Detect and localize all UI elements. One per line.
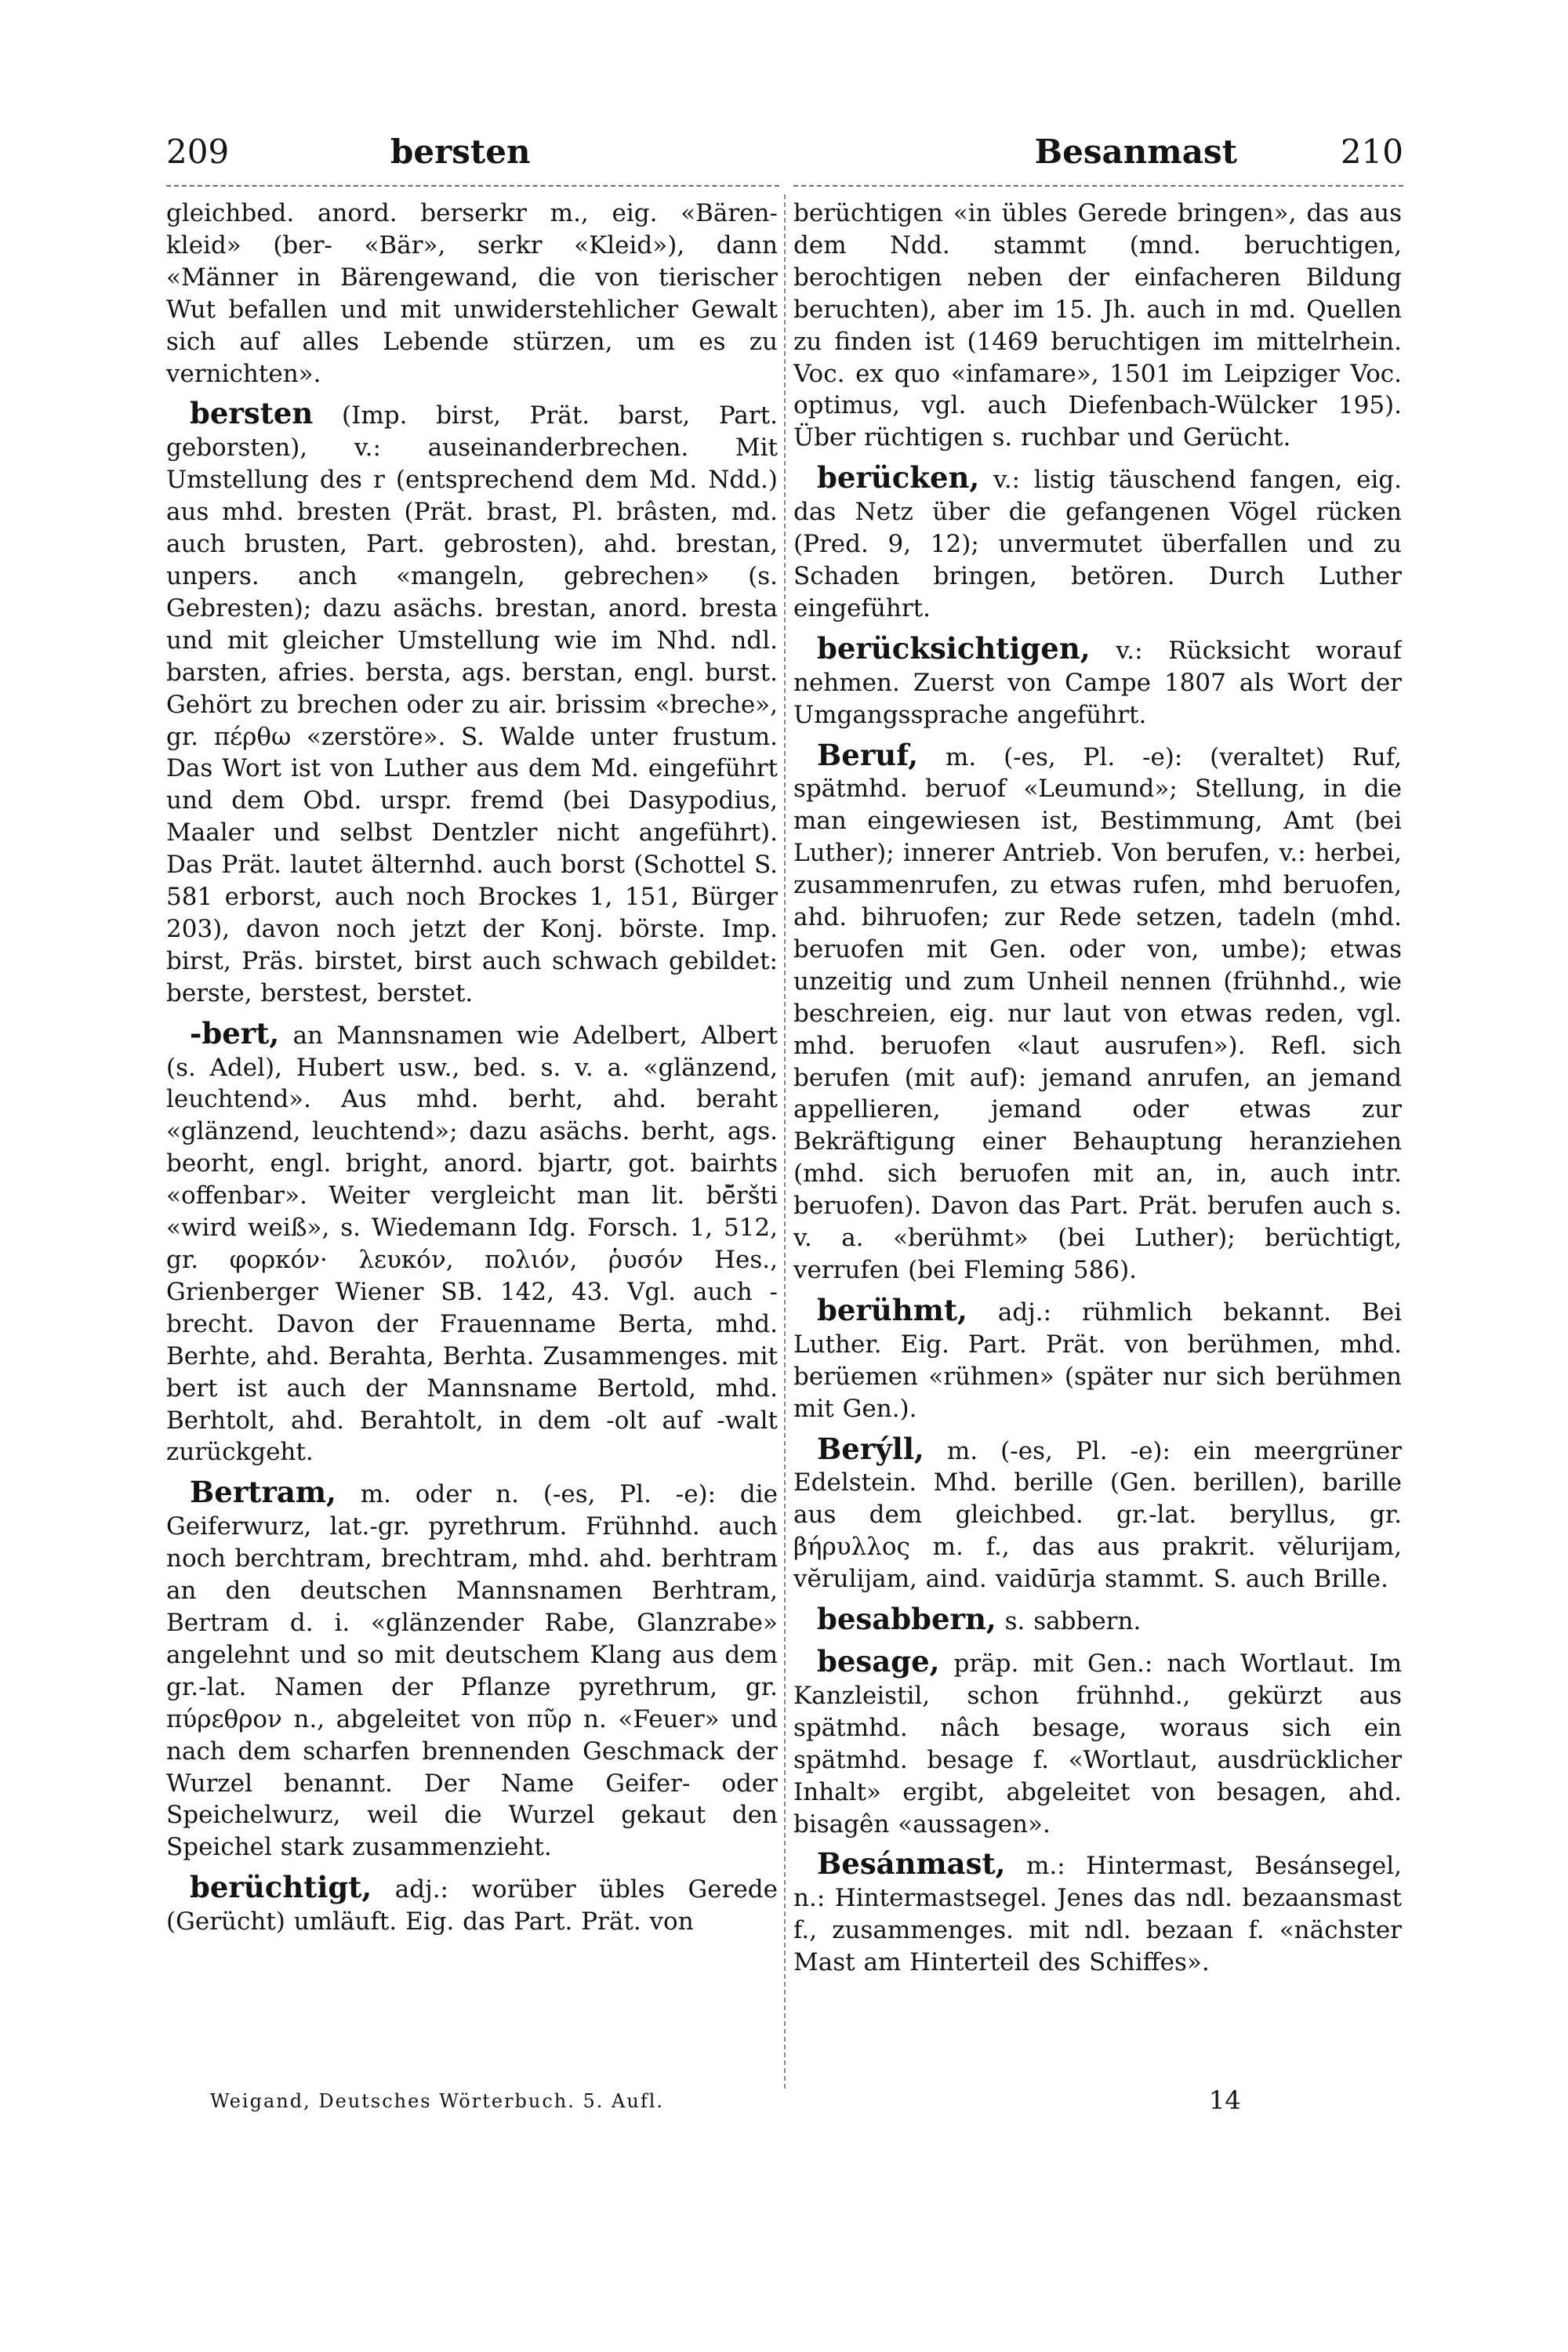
continued-entry-text: berüchtigen «in übles Gerede bringen», das aus dem Ndd. stammt (mnd. beruchtigen, berochtigen neben der einfacheren Bildung beruchten), aber im 15. Jh. auch in md. Quellen zu finden ist (1469 beruchtigen im mittelrhein. Voc. ex quo «infamare», 1501 im Leipziger Voc. optimus, vgl. auch Diefenbach-Wülcker 195). Über rüchtigen s. ruchbar und Gerücht. <box>793 199 1402 452</box>
entry-text: präp. mit Gen.: nach Wortlaut. Im Kanzleistil, schon frühnhd., gekürzt aus spätmhd. nâch besage, woraus sich ein spätmhd. besage f. «Wortlaut, ausdrücklicher Inhalt» ergibt, abgeleitet von besagen, ahd. bisagên «aussagen». <box>793 1649 1402 1838</box>
entry-headword: bersten <box>190 396 314 431</box>
dictionary-entry <box>166 1871 778 1938</box>
entry-text: an Mannsnamen wie Adelbert, Albert (s. Adel), Hubert usw., bed. s. v. a. «glänzend, leuchtend». Aus mhd. berht, ahd. beraht «glänzend, leuchtend»; dazu asächs. berht, ags. beorht, engl. bright, anord. bjartr, got. bairhts «offenbar». Weiter vergleicht man lit. bĕ̃ršti «wird weiß», s. Wiedemann Idg. Forsch. 1, 512, gr. φορκόν· λευκόν, πολιόν, ῥυσόν Hes., Grienberger Wiener SB. 142, 43. Vgl. auch -brecht. Davon der Frauenname Berta, mhd. Berhte, ahd. Berahta, Berhta. Zusammenges. mit bert ist auch der Mannsname Bertold, mhd. Berhtolt, ahd. Berahtolt, in dem -olt auf -walt zurückgeht. <box>166 1021 778 1467</box>
dictionary-entry <box>793 739 1402 1287</box>
column-divider <box>784 194 786 2089</box>
dictionary-entry <box>793 630 1402 731</box>
right-page-number: 210 <box>1340 132 1403 171</box>
running-header <box>166 129 1403 176</box>
dictionary-entry <box>793 1848 1402 1979</box>
sheet-number: 14 <box>1209 2085 1241 2115</box>
right-column <box>793 198 1402 2079</box>
entry-text: m. (-es, Pl. -e): (veraltet) Ruf, spätmhd. beruof «Leumund»; Stellung, in die man eingewiesen ist, Bestimmung, Amt (bei Luther); innerer Antrieb. Von berufen, v.: herbei, zusammenrufen, zu etwas rufen, mhd beruofen, ahd. bihruofen; zur Rede setzen, tadeln (mhd. beruofen mit Gen. oder von, umbe); etwas unzeitig und zum Unheil nennen (frühnhd., wie beschreien, eig. nur laut von etwas reden, vgl. mhd. beruofen «laut ausrufen»). Refl. sich berufen (mit auf): jemand anrufen, an jemand appellieren, jemand oder etwas zur Bekräftigung einer Behauptung heranziehen (mhd. sich beruofen mit an, in, auch intr. beruofen). Davon das Part. Prät. berufen auch s. v. a. «berühmt» (bei Luther); berüchtigt, verrufen (bei Fleming 586). <box>793 742 1402 1284</box>
entry-headword: Besánmast, <box>817 1846 1006 1882</box>
entry-text: adj.: worüber übles Gerede (Gerücht) umläuft. Eig. das Part. Prät. von <box>166 1875 778 1936</box>
entry-text: v.: Rücksicht worauf nehmen. Zuerst von Campe 1807 als Wort der Umgangssprache angeführt. <box>793 636 1402 729</box>
left-header-rule <box>166 185 779 187</box>
right-running-headword: Besanmast <box>1034 132 1237 171</box>
dictionary-entry <box>793 1643 1402 1840</box>
left-running-headword: bersten <box>390 132 531 171</box>
entry-headword: besage, <box>817 1643 940 1679</box>
dictionary-entry <box>793 462 1402 625</box>
entry-text: m.: Hintermast, Besánsegel, n.: Hintermastsegel. Jenes das ndl. bezaansmast f., zusammenges. mit ndl. bezaan f. «nächster Mast am Hinterteil des Schiffes». <box>793 1852 1402 1977</box>
entry-text: v.: listig täuschend fangen, eig. das Netz über die gefangenen Vögel rücken (Pred. 9, 12); unvermutet überfallen und zu Schaden bringen, betören. Durch Luther eingeführt. <box>793 466 1402 622</box>
dictionary-entry <box>166 397 778 1009</box>
dictionary-entry <box>793 1603 1402 1638</box>
dictionary-entry <box>793 1433 1402 1596</box>
entry-headword: berücksichtigen, <box>817 630 1091 666</box>
dictionary-entry <box>793 1294 1402 1425</box>
entry-headword: Beruf, <box>817 737 919 772</box>
entry-headword: -bert, <box>190 1015 280 1051</box>
entry-headword: berücken, <box>817 460 980 495</box>
continued-entry-text: gleichbed. anord. berserkr m., eig. «Bären-kleid» (ber- «Bär», serkr «Kleid»), dann «Männer in Bärengewand, die von tierischer Wut befallen und mit unwiderstehlicher Gewalt sich auf alles Lebende stürzen, um es zu vernichten». <box>166 199 778 388</box>
right-header-rule <box>793 185 1403 187</box>
entry-text: s. sabbern. <box>1004 1607 1142 1636</box>
entry-text: adj.: rühmlich bekannt. Bei Luther. Eig. Part. Prät. von berühmen, mhd. berüemen «rühmen» (später nur sich berühmen mit Gen.). <box>793 1298 1402 1423</box>
dictionary-entry <box>166 1476 778 1864</box>
entry-headword: berüchtigt, <box>190 1870 372 1905</box>
entry-text: m. oder n. (-es, Pl. -e): die Geiferwurz, lat.-gr. pyrethrum. Frühnhd. auch noch berchtram, brechtram, mhd. ahd. berhtram an den deutschen Mannsnamen Berhtram, Bertram d. i. «glänzender Rabe, Glanzrabe» angelehnt und so mit deutschem Klang aus dem gr.-lat. Namen der Pflanze pyrethrum, gr. πύρεθρον n., abgeleitet von πῦρ n. «Feuer» und nach dem scharfen brennenden Geschmack der Wurzel benannt. Der Name Geifer- oder Speichelwurz, weil die Wurzel gekaut den Speichel stark zusammenzieht. <box>166 1480 778 1862</box>
left-page-number: 209 <box>166 132 230 171</box>
entry-headword: besabbern, <box>817 1602 996 1637</box>
entry-text: (Imp. birst, Prät. barst, Part. geborsten), v.: auseinanderbrechen. Mit Umstellung des r (entsprechend dem Md. Ndd.) aus mhd. bresten (Prät. brast, Pl. brâsten, md. auch brusten, Part. gebrosten), ahd. brestan, unpers. anch «mangeln, gebrechen» (s. Gebresten); dazu asächs. brestan, anord. bresta und mit gleicher Umstellung wie im Nhd. ndl. barsten, afries. bersta, ags. berstan, engl. burst. Gehört zu brechen oder zu air. brissim «breche», gr. πέρθω «zerstöre». S. Walde unter frustum. Das Wort ist von Luther aus dem Md. eingeführt und dem Obd. urspr. fremd (bei Dasypodius, Maaler und selbst Dentzler nicht angeführt). Das Prät. lautet älternhd. auch borst (Schottel S. 581 erborst, auch noch Brockes 1, 151, Bürger 203), davon noch jetzt der Konj. börste. Imp. birst, Präs. birstet, birst auch schwach gebildet: berste, berstest, berstet. <box>166 401 778 1007</box>
entry-headword: Bertram, <box>190 1475 336 1510</box>
dictionary-entry <box>166 1015 778 1469</box>
printer-signature: Weigand, Deutsches Wörterbuch. 5. Aufl. <box>210 2090 665 2112</box>
entry-headword: Berýll, <box>817 1431 924 1466</box>
left-column <box>166 198 778 2079</box>
entry-headword: berühmt, <box>817 1292 967 1327</box>
entry-text: m. (-es, Pl. -e): ein meergrüner Edelstein. Mhd. berille (Gen. berillen), barille aus dem gleichbed. gr.-lat. beryllus, gr. βήρυλλος m. f., das aus prakrit. vĕlurijam, vĕrulijam, aind. vaidūrja stammt. S. auch Brille. <box>793 1436 1402 1594</box>
